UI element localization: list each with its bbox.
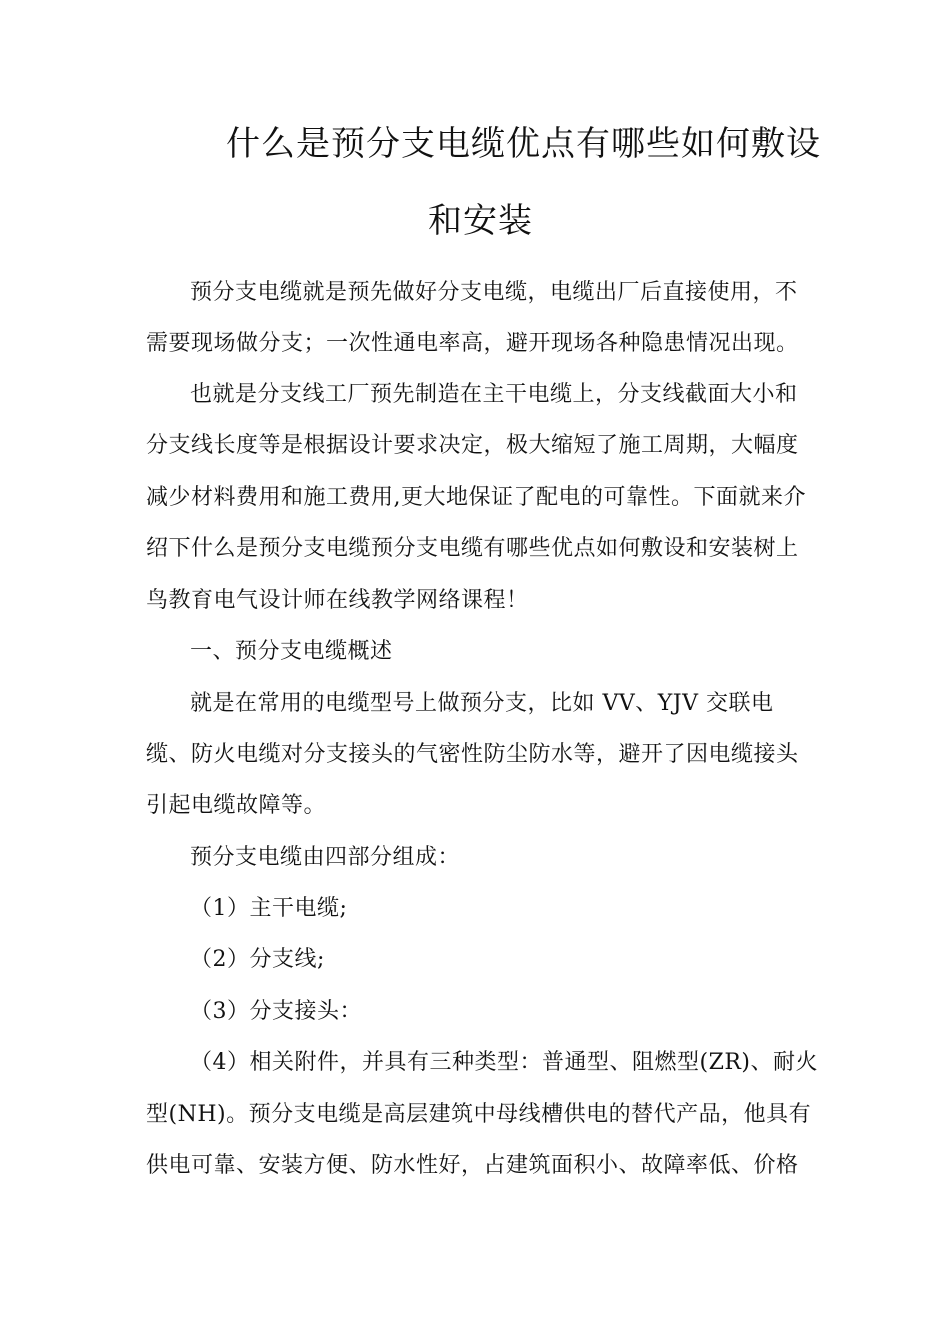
document-title-line-1: 什么是预分支电缆优点有哪些如何敷设 — [226, 124, 821, 164]
body-line: 预分支电缆由四部分组成： — [190, 845, 461, 870]
body-line: 引起电缆故障等。 — [146, 793, 327, 818]
body-line: 减少材料费用和施工费用,更大地保证了配电的可靠性。下面就来介 — [146, 485, 806, 510]
list-item: （2）分支线; — [190, 947, 325, 972]
list-item: （1）主干电缆; — [190, 896, 348, 921]
body-line: 鸟教育电气设计师在线教学网络课程！ — [146, 588, 529, 613]
list-item: （4）相关附件，并具有三种类型：普通型、阻燃型(ZR)、耐火 — [190, 1050, 819, 1075]
body-line: 需要现场做分支；一次性通电率高，避开现场各种隐患情况出现。 — [146, 331, 799, 356]
body-line: 绍下什么是预分支电缆预分支电缆有哪些优点如何敷设和安装树上 — [146, 536, 799, 561]
list-item: （3）分支接头： — [190, 999, 362, 1024]
body-line: 就是在常用的电缆型号上做预分支，比如 VV、YJV 交联电 — [190, 691, 774, 716]
body-line: 供电可靠、安装方便、防水性好，占建筑面积小、故障率低、价格 — [146, 1153, 799, 1178]
document-title-line-2: 和安装 — [428, 201, 533, 241]
body-line: 分支线长度等是根据设计要求决定，极大缩短了施工周期，大幅度 — [146, 433, 799, 458]
body-line: 预分支电缆就是预先做好分支电缆，电缆出厂后直接使用，不 — [190, 280, 798, 305]
body-line: 型(NH)。预分支电缆是高层建筑中母线槽供电的替代产品，他具有 — [146, 1102, 812, 1127]
section-heading: 一、预分支电缆概述 — [190, 639, 393, 664]
body-line: 缆、防火电缆对分支接头的气密性防尘防水等，避开了因电缆接头 — [146, 742, 799, 767]
body-line: 也就是分支线工厂预先制造在主干电缆上，分支线截面大小和 — [190, 382, 798, 407]
